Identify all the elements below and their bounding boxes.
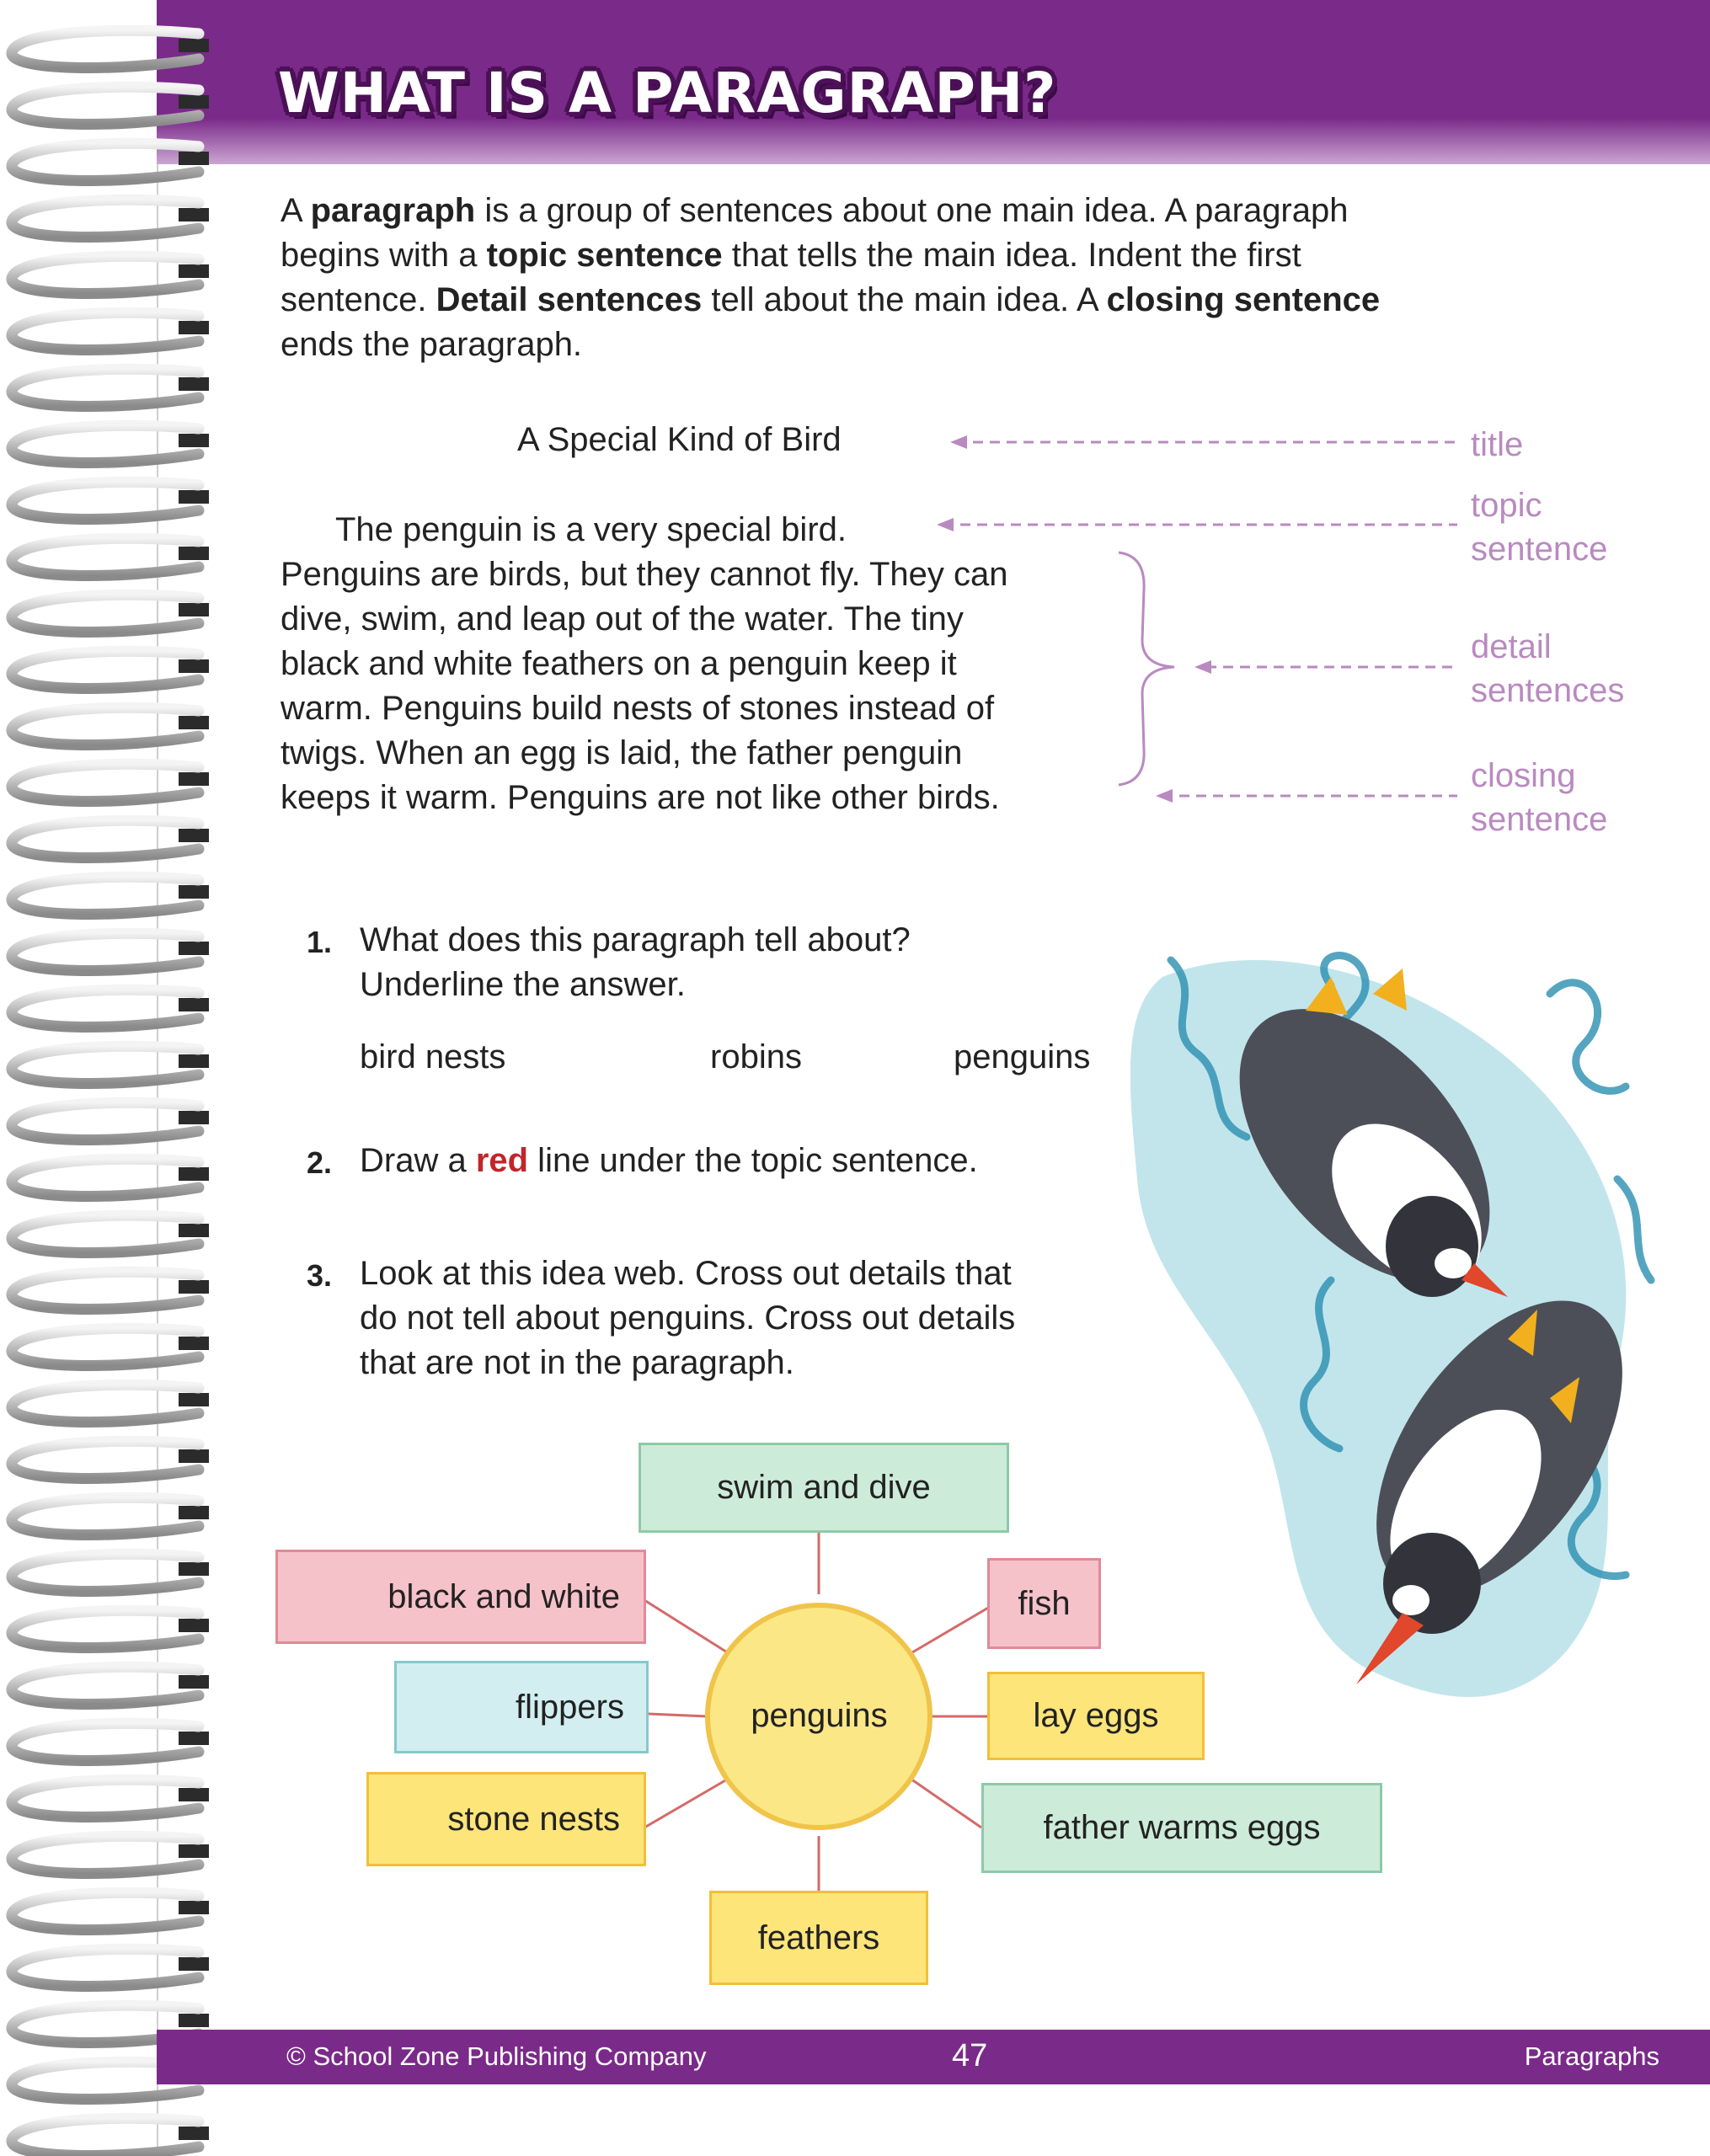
- label-closing: closing: [1471, 757, 1576, 794]
- example-line: twigs. When an egg is laid, the father penguin: [281, 734, 963, 771]
- binding-hole: [179, 942, 209, 955]
- binding-hole: [179, 1167, 209, 1181]
- label-topic: topic: [1471, 487, 1542, 524]
- label-detail: detail: [1471, 628, 1552, 665]
- idea-box-fish[interactable]: fish: [987, 1558, 1101, 1649]
- intro-line-1: A paragraph is a group of sentences about one main idea. A paragraph: [281, 192, 1349, 229]
- arrowhead: [950, 435, 967, 449]
- example-line: dive, swim, and leap out of the water. The tiny: [281, 600, 964, 638]
- idea-box-swim-and-dive[interactable]: swim and dive: [639, 1443, 1009, 1533]
- binding-hole: [179, 2014, 209, 2027]
- spiral-coil: [12, 1272, 199, 1309]
- label-topic-2: sentence: [1471, 531, 1608, 568]
- spiral-coil: [12, 1046, 199, 1083]
- question-1-text-2: Underline the answer.: [360, 966, 686, 1003]
- idea-box-father-warms-eggs[interactable]: father warms eggs: [981, 1783, 1382, 1873]
- intro-line-3: sentence. Detail sentences tell about the main idea. A closing sentence: [281, 281, 1381, 318]
- example-title: A Special Kind of Bird: [517, 421, 842, 458]
- answer-option-bird-nests[interactable]: bird nests: [360, 1038, 506, 1075]
- footer-section: Paragraphs: [1524, 2041, 1659, 2071]
- answer-option-robins[interactable]: robins: [710, 1038, 802, 1075]
- binding-hole: [179, 2127, 209, 2140]
- intro-line-4: ends the paragraph.: [281, 326, 583, 363]
- answer-option-penguins[interactable]: penguins: [954, 1038, 1091, 1075]
- binding-hole: [179, 1337, 209, 1350]
- idea-box-flippers[interactable]: flippers: [394, 1661, 649, 1753]
- idea-box-lay-eggs[interactable]: lay eggs: [987, 1672, 1205, 1760]
- arrowhead: [1194, 660, 1211, 674]
- intro-line-2: begins with a topic sentence that tells the main idea. Indent the first: [281, 237, 1301, 274]
- spiral-coil: [12, 2118, 199, 2155]
- example-line: keeps it warm. Penguins are not like other birds.: [281, 779, 1000, 816]
- footer-bar: [157, 2030, 1710, 2084]
- binding-hole: [179, 998, 209, 1011]
- question-1-number: 1.: [307, 925, 333, 959]
- page-number: 47: [952, 2038, 988, 2073]
- question-1-text: What does this paragraph tell about?: [360, 921, 911, 958]
- spiral-coil: [12, 990, 199, 1027]
- arrowhead: [1156, 789, 1173, 803]
- idea-box-stone-nests[interactable]: stone nests: [366, 1772, 646, 1866]
- spiral-coil: [12, 933, 199, 970]
- binding-hole: [179, 1054, 209, 1068]
- example-line: warm. Penguins build nests of stones instead of: [281, 690, 995, 727]
- question-2-text: Draw a red line under the topic sentence.: [360, 1142, 978, 1179]
- question-2-number: 2.: [307, 1145, 333, 1180]
- spiral-coil: [12, 1159, 199, 1196]
- question-3-number: 3.: [307, 1258, 333, 1293]
- question-3-text: Look at this idea web. Cross out details that: [360, 1255, 1012, 1292]
- arrowhead: [937, 518, 954, 531]
- label-closing-2: sentence: [1471, 801, 1608, 838]
- idea-web-center: penguins: [751, 1697, 888, 1734]
- idea-box-feathers[interactable]: feathers: [709, 1891, 928, 1985]
- page-title: WHAT IS A PARAGRAPH?: [278, 61, 1057, 125]
- question-3-text-3: that are not in the paragraph.: [360, 1344, 794, 1381]
- example-line: Penguins are birds, but they cannot fly. They can: [281, 556, 1008, 593]
- detail-brace: [1119, 552, 1174, 785]
- label-detail-2: sentences: [1471, 672, 1625, 709]
- annotation-arrows: [0, 0, 1710, 926]
- spiral-coil: [12, 1328, 199, 1365]
- example-line: The penguin is a very special bird.: [335, 511, 847, 548]
- label-title: title: [1471, 426, 1524, 463]
- spiral-coil: [12, 1102, 199, 1139]
- spiral-coil: [12, 1215, 199, 1252]
- binding-hole: [179, 1280, 209, 1294]
- footer-copyright: © School Zone Publishing Company: [286, 2041, 707, 2071]
- idea-box-black-and-white[interactable]: black and white: [275, 1550, 646, 1644]
- binding-hole: [179, 1111, 209, 1124]
- binding-hole: [179, 1224, 209, 1237]
- example-line: black and white feathers on a penguin keep it: [281, 645, 957, 682]
- question-3-text-2: do not tell about penguins. Cross out details: [360, 1299, 1016, 1337]
